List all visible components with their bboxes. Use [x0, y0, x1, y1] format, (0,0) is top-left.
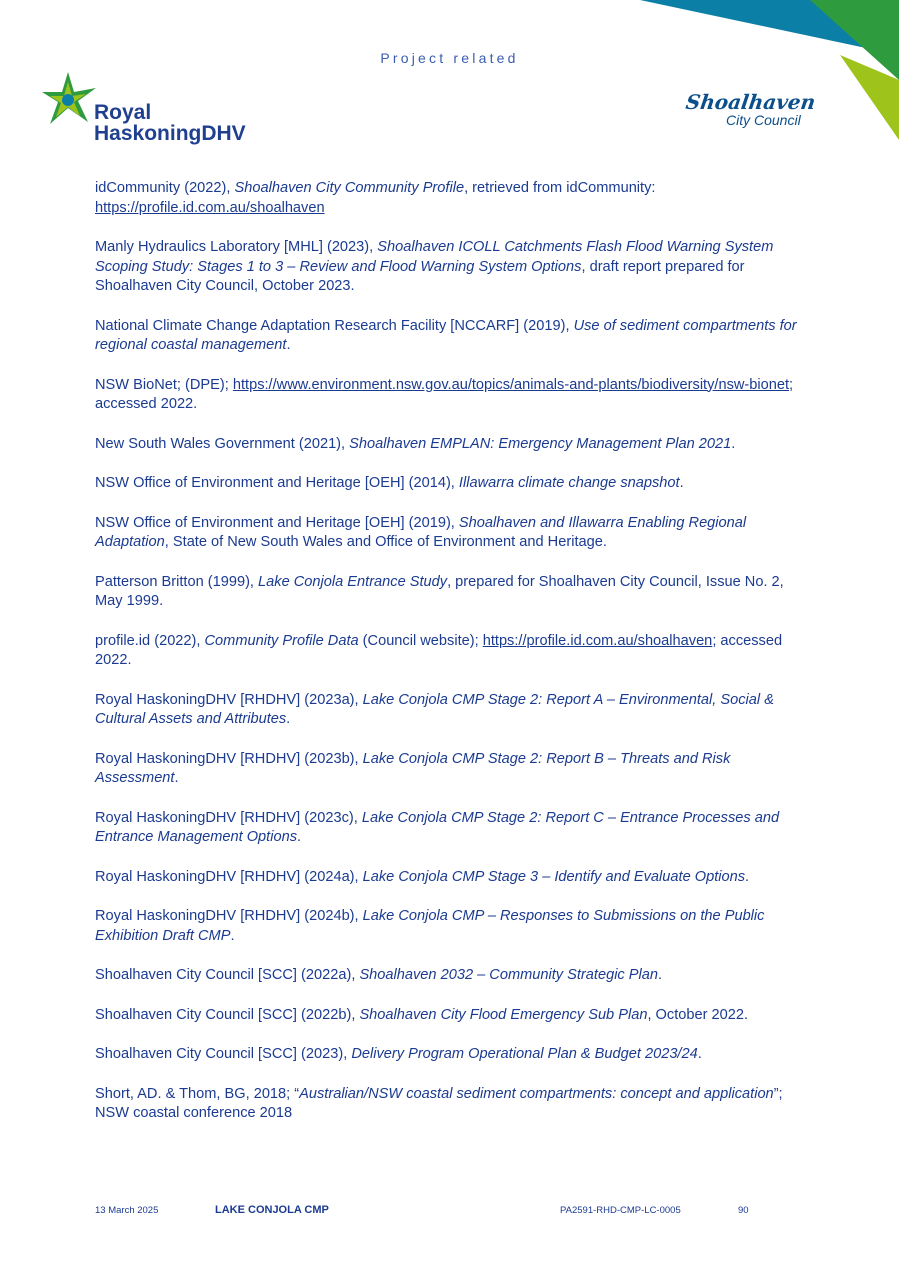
shoalhaven-city-council-logo	[684, 90, 824, 140]
reference-title: Shoalhaven City Community Profile	[234, 180, 465, 196]
reference-text: Shoalhaven City Council [SCC] (2022a),	[95, 967, 360, 983]
reference-text: ”; NSW coastal conference 2018	[95, 1085, 783, 1121]
reference-entry	[95, 1045, 810, 1065]
reference-entry	[95, 514, 810, 553]
reference-text: , prepared for Shoalhaven City Council, Issue No. 2, May 1999.	[95, 573, 784, 609]
reference-text: .	[697, 1046, 702, 1062]
reference-entry	[95, 474, 810, 494]
royal-haskoningdhv-logo	[40, 70, 260, 150]
reference-text: ; accessed 2022.	[95, 632, 783, 668]
reference-text: , State of New South Wales and Office of Environment and Heritage.	[164, 534, 607, 550]
reference-link[interactable]: https://profile.id.com.au/shoalhaven	[95, 199, 325, 216]
reference-text: .	[297, 829, 302, 845]
reference-entry	[95, 435, 810, 455]
reference-title: Shoalhaven City Flood Emergency Sub Plan	[359, 1006, 648, 1023]
logo-council-text: City Council	[726, 112, 801, 128]
reference-text: New South Wales Government (2021),	[95, 435, 350, 452]
reference-link[interactable]: https://profile.id.com.au/shoalhaven	[482, 632, 713, 649]
reference-text: , retrieved from idCommunity:	[464, 180, 656, 196]
reference-entry	[95, 179, 810, 218]
reference-entry	[95, 1085, 810, 1124]
logo-line-2: HaskoningDHV	[94, 122, 246, 145]
reference-list	[95, 179, 810, 1144]
reference-text: .	[286, 711, 291, 727]
footer-page-number: 90	[738, 1205, 749, 1216]
reference-text: Royal HaskoningDHV [RHDHV] (2023b),	[95, 750, 363, 767]
reference-text: .	[658, 967, 663, 983]
reference-text: National Climate Change Adaptation Research Facility [NCCARF] (2019),	[95, 317, 574, 334]
reference-entry	[95, 573, 810, 612]
logo-script-text: Shoalhaven	[684, 90, 817, 114]
footer-project-title: LAKE CONJOLA CMP	[215, 1204, 329, 1216]
reference-text: (Council website);	[358, 632, 483, 649]
reference-title: Delivery Program Operational Plan & Budget 2023/24	[351, 1046, 698, 1062]
reference-text: .	[174, 770, 179, 786]
reference-text: .	[230, 927, 235, 944]
reference-text: Patterson Britton (1999),	[95, 573, 259, 590]
classification-label: Project related	[380, 50, 519, 66]
reference-text: NSW Office of Environment and Heritage [OEH] (2014),	[95, 475, 459, 491]
reference-text: Royal HaskoningDHV [RHDHV] (2023c),	[95, 809, 362, 826]
reference-text: , October 2022.	[647, 1006, 749, 1023]
logo-wordmark	[94, 102, 246, 144]
reference-title: Lake Conjola Entrance Study	[258, 573, 448, 590]
reference-entry	[95, 238, 810, 297]
reference-title: Use of sediment compartments for regional coastal management	[95, 317, 797, 353]
reference-text: Short, AD. & Thom, BG, 2018; “	[95, 1085, 300, 1102]
reference-text: , draft report prepared for Shoalhaven City Council, October 2023.	[95, 258, 745, 294]
reference-text: Manly Hydraulics Laboratory [MHL] (2023),	[95, 239, 378, 255]
reference-title: Community Profile Data	[204, 632, 359, 649]
logo-line-1: Royal	[94, 101, 152, 124]
reference-title: Shoalhaven EMPLAN: Emergency Management Plan 2021	[349, 435, 732, 452]
reference-title: Lake Conjola CMP Stage 2: Report C – Entrance Processes and Entrance Management Options	[95, 809, 780, 845]
reference-title: Shoalhaven ICOLL Catchments Flash Flood Warning System Scoping Study: Stages 1 to 3 – Review and Flood Warning System Options	[95, 239, 774, 275]
reference-title: Lake Conjola CMP Stage 3 – Identify and Evaluate Options	[362, 868, 746, 885]
reference-text: Shoalhaven City Council [SCC] (2022b),	[95, 1006, 360, 1023]
reference-entry	[95, 317, 810, 356]
reference-entry	[95, 691, 810, 730]
reference-title: Shoalhaven and Illawarra Enabling Regional Adaptation	[95, 514, 747, 550]
reference-entry	[95, 907, 810, 946]
reference-entry	[95, 966, 810, 986]
reference-text: Royal HaskoningDHV [RHDHV] (2024a),	[95, 868, 363, 885]
reference-text: NSW BioNet; (DPE);	[95, 376, 233, 393]
reference-text: .	[731, 435, 736, 452]
reference-entry	[95, 809, 810, 848]
reference-text: Royal HaskoningDHV [RHDHV] (2023a),	[95, 691, 363, 708]
reference-entry	[95, 868, 810, 888]
reference-text: Royal HaskoningDHV [RHDHV] (2024b),	[95, 908, 363, 924]
reference-title: Lake Conjola CMP – Responses to Submissions on the Public Exhibition Draft CMP	[95, 908, 765, 944]
reference-link[interactable]: https://www.environment.nsw.gov.au/topics/animals-and-plants/biodiversity/nsw-bionet	[232, 376, 790, 393]
reference-entry	[95, 376, 810, 415]
reference-text: .	[286, 337, 291, 353]
reference-text: idCommunity (2022),	[95, 180, 235, 196]
reference-entry	[95, 632, 810, 671]
reference-text: .	[679, 475, 684, 491]
footer-date: 13 March 2025	[95, 1205, 159, 1216]
reference-title: Lake Conjola CMP Stage 2: Report B – Threats and Risk Assessment	[95, 750, 731, 786]
reference-title: Australian/NSW coastal sediment compartments: concept and application	[299, 1085, 774, 1102]
star-logo-icon	[40, 70, 102, 132]
reference-text: .	[745, 868, 750, 885]
reference-text: NSW Office of Environment and Heritage [OEH] (2019),	[95, 514, 459, 531]
reference-entry	[95, 750, 810, 789]
reference-text: ; accessed 2022.	[95, 376, 794, 412]
footer-document-number: PA2591-RHD-CMP-LC-0005	[560, 1205, 681, 1216]
reference-text: profile.id (2022),	[95, 632, 205, 649]
reference-title: Shoalhaven 2032 – Community Strategic Plan	[359, 967, 658, 983]
reference-entry	[95, 1006, 810, 1026]
reference-text: Shoalhaven City Council [SCC] (2023),	[95, 1046, 352, 1062]
reference-title: Lake Conjola CMP Stage 2: Report A – Environmental, Social & Cultural Assets and Attributes	[95, 691, 774, 727]
reference-title: Illawarra climate change snapshot	[458, 475, 680, 491]
